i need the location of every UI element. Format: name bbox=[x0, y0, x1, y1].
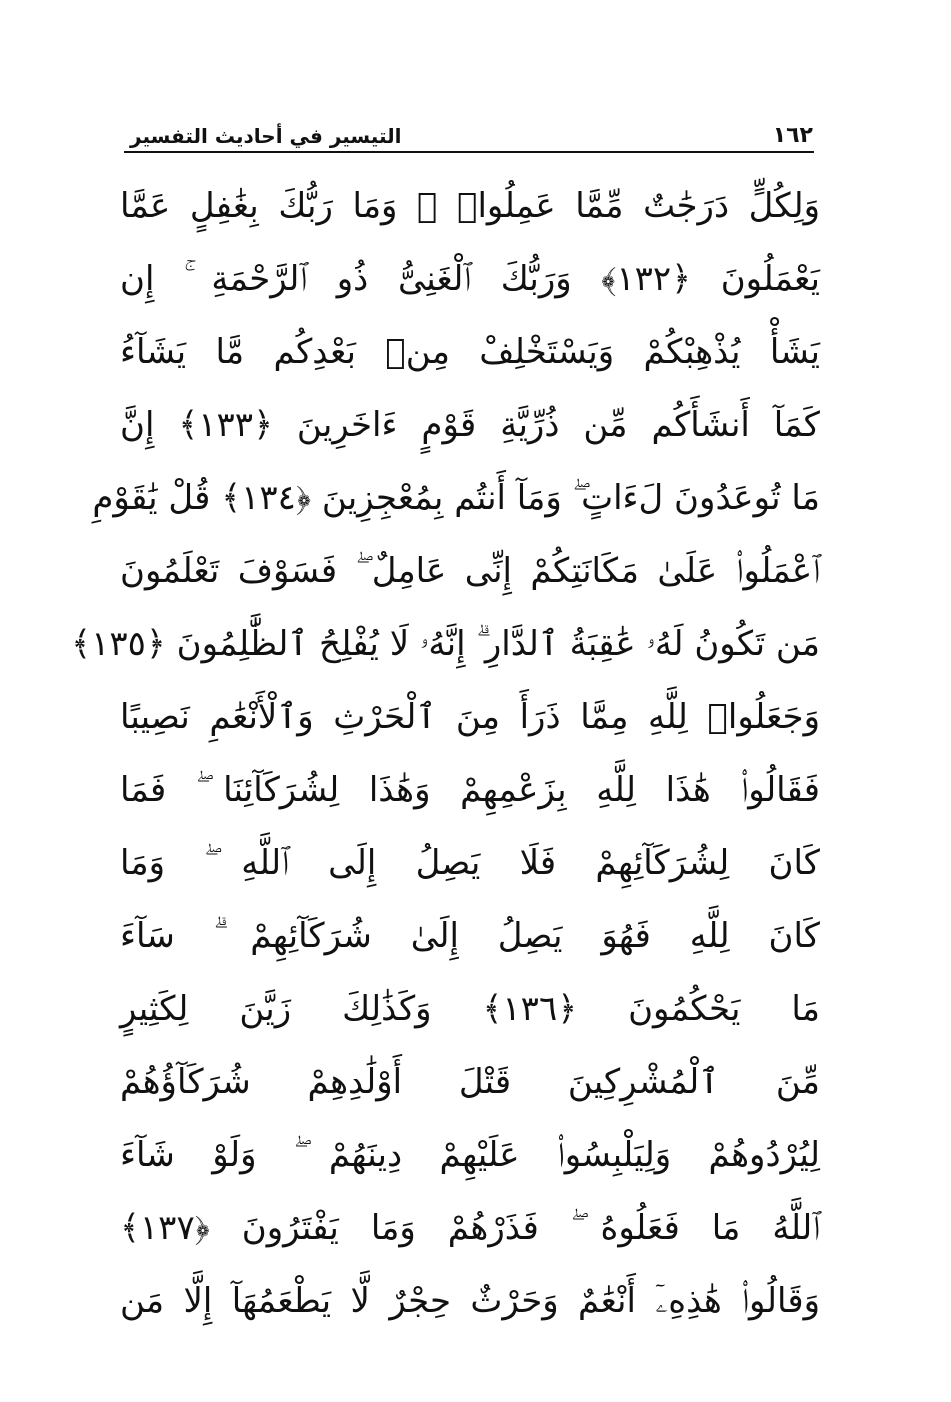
page-header bbox=[130, 112, 813, 148]
text-line: مَا تُوعَدُونَ لَءَاتٍ ۖ وَمَآ أَنتُم بِمُعْجِزِينَ ﴿١٣٤﴾ قُلْ يَٰقَوْمِ bbox=[92, 478, 820, 518]
text-line: كَانَ لِشُرَكَآئِهِمْ فَلَا يَصِلُ إِلَى ٱللَّهِ ۖ وَمَا bbox=[120, 843, 820, 883]
text-line: وَجَعَلُوا۟ لِلَّهِ مِمَّا ذَرَأَ مِنَ ٱلْحَرْثِ وَٱلْأَنْعَٰمِ نَصِيبًا bbox=[120, 697, 820, 737]
text-line: كَمَآ أَنشَأَكُم مِّن ذُرِّيَّةِ قَوْمٍ ءَاخَرِينَ ﴿١٣٣﴾ إِنَّ bbox=[120, 405, 820, 445]
text-line: مَا يَحْكُمُونَ ﴿١٣٦﴾ وَكَذَٰلِكَ زَيَّنَ لِكَثِيرٍ bbox=[120, 989, 820, 1029]
text-line: يَشَأْ يُذْهِبْكُمْ وَيَسْتَخْلِفْ مِنۢ بَعْدِكُم مَّا يَشَآءُ bbox=[120, 332, 820, 372]
text-line: كَانَ لِلَّهِ فَهُوَ يَصِلُ إِلَىٰ شُرَكَآئِهِمْ ۗ سَآءَ bbox=[120, 916, 820, 956]
text-line: ٱللَّهُ مَا فَعَلُوهُ ۖ فَذَرْهُمْ وَمَا يَفْتَرُونَ ﴿١٣٧﴾ bbox=[120, 1208, 820, 1248]
running-title: التيسير في أحاديث التفسير bbox=[130, 124, 402, 148]
header-rule bbox=[124, 151, 814, 153]
text-line: مِّنَ ٱلْمُشْرِكِينَ قَتْلَ أَوْلَٰدِهِمْ شُرَكَآؤُهُمْ bbox=[120, 1062, 820, 1102]
verse-text-block bbox=[71, 170, 821, 1338]
text-line: وَقَالُوا۟ هَٰذِهِۦٓ أَنْعَٰمٌ وَحَرْثٌ حِجْرٌ لَّا يَطْعَمُهَآ إِلَّا مَن bbox=[120, 1281, 820, 1321]
text-line: ٱعْمَلُوا۟ عَلَىٰ مَكَانَتِكُمْ إِنِّى عَامِلٌ ۖ فَسَوْفَ تَعْلَمُونَ bbox=[120, 551, 820, 591]
text-line: فَقَالُوا۟ هَٰذَا لِلَّهِ بِزَعْمِهِمْ وَهَٰذَا لِشُرَكَآئِنَا ۖ فَمَا bbox=[120, 770, 820, 810]
text-line: يَعْمَلُونَ ﴿١٣٢﴾ وَرَبُّكَ ٱلْغَنِىُّ ذُو ٱلرَّحْمَةِ ۚ إِن bbox=[120, 259, 821, 299]
page-number: ١٦٢ bbox=[772, 123, 813, 148]
text-line: وَلِكُلٍّ دَرَجَٰتٌ مِّمَّا عَمِلُوا۟ ۚ وَمَا رَبُّكَ بِغَٰفِلٍ عَمَّا bbox=[120, 186, 820, 226]
text-line: مَن تَكُونُ لَهُۥ عَٰقِبَةُ ٱلدَّارِ ۗ إِنَّهُۥ لَا يُفْلِحُ ٱلظَّٰلِمُونَ ﴿١٣٥﴾ bbox=[71, 624, 820, 664]
text-line: لِيُرْدُوهُمْ وَلِيَلْبِسُوا۟ عَلَيْهِمْ دِينَهُمْ ۖ وَلَوْ شَآءَ bbox=[120, 1135, 820, 1175]
